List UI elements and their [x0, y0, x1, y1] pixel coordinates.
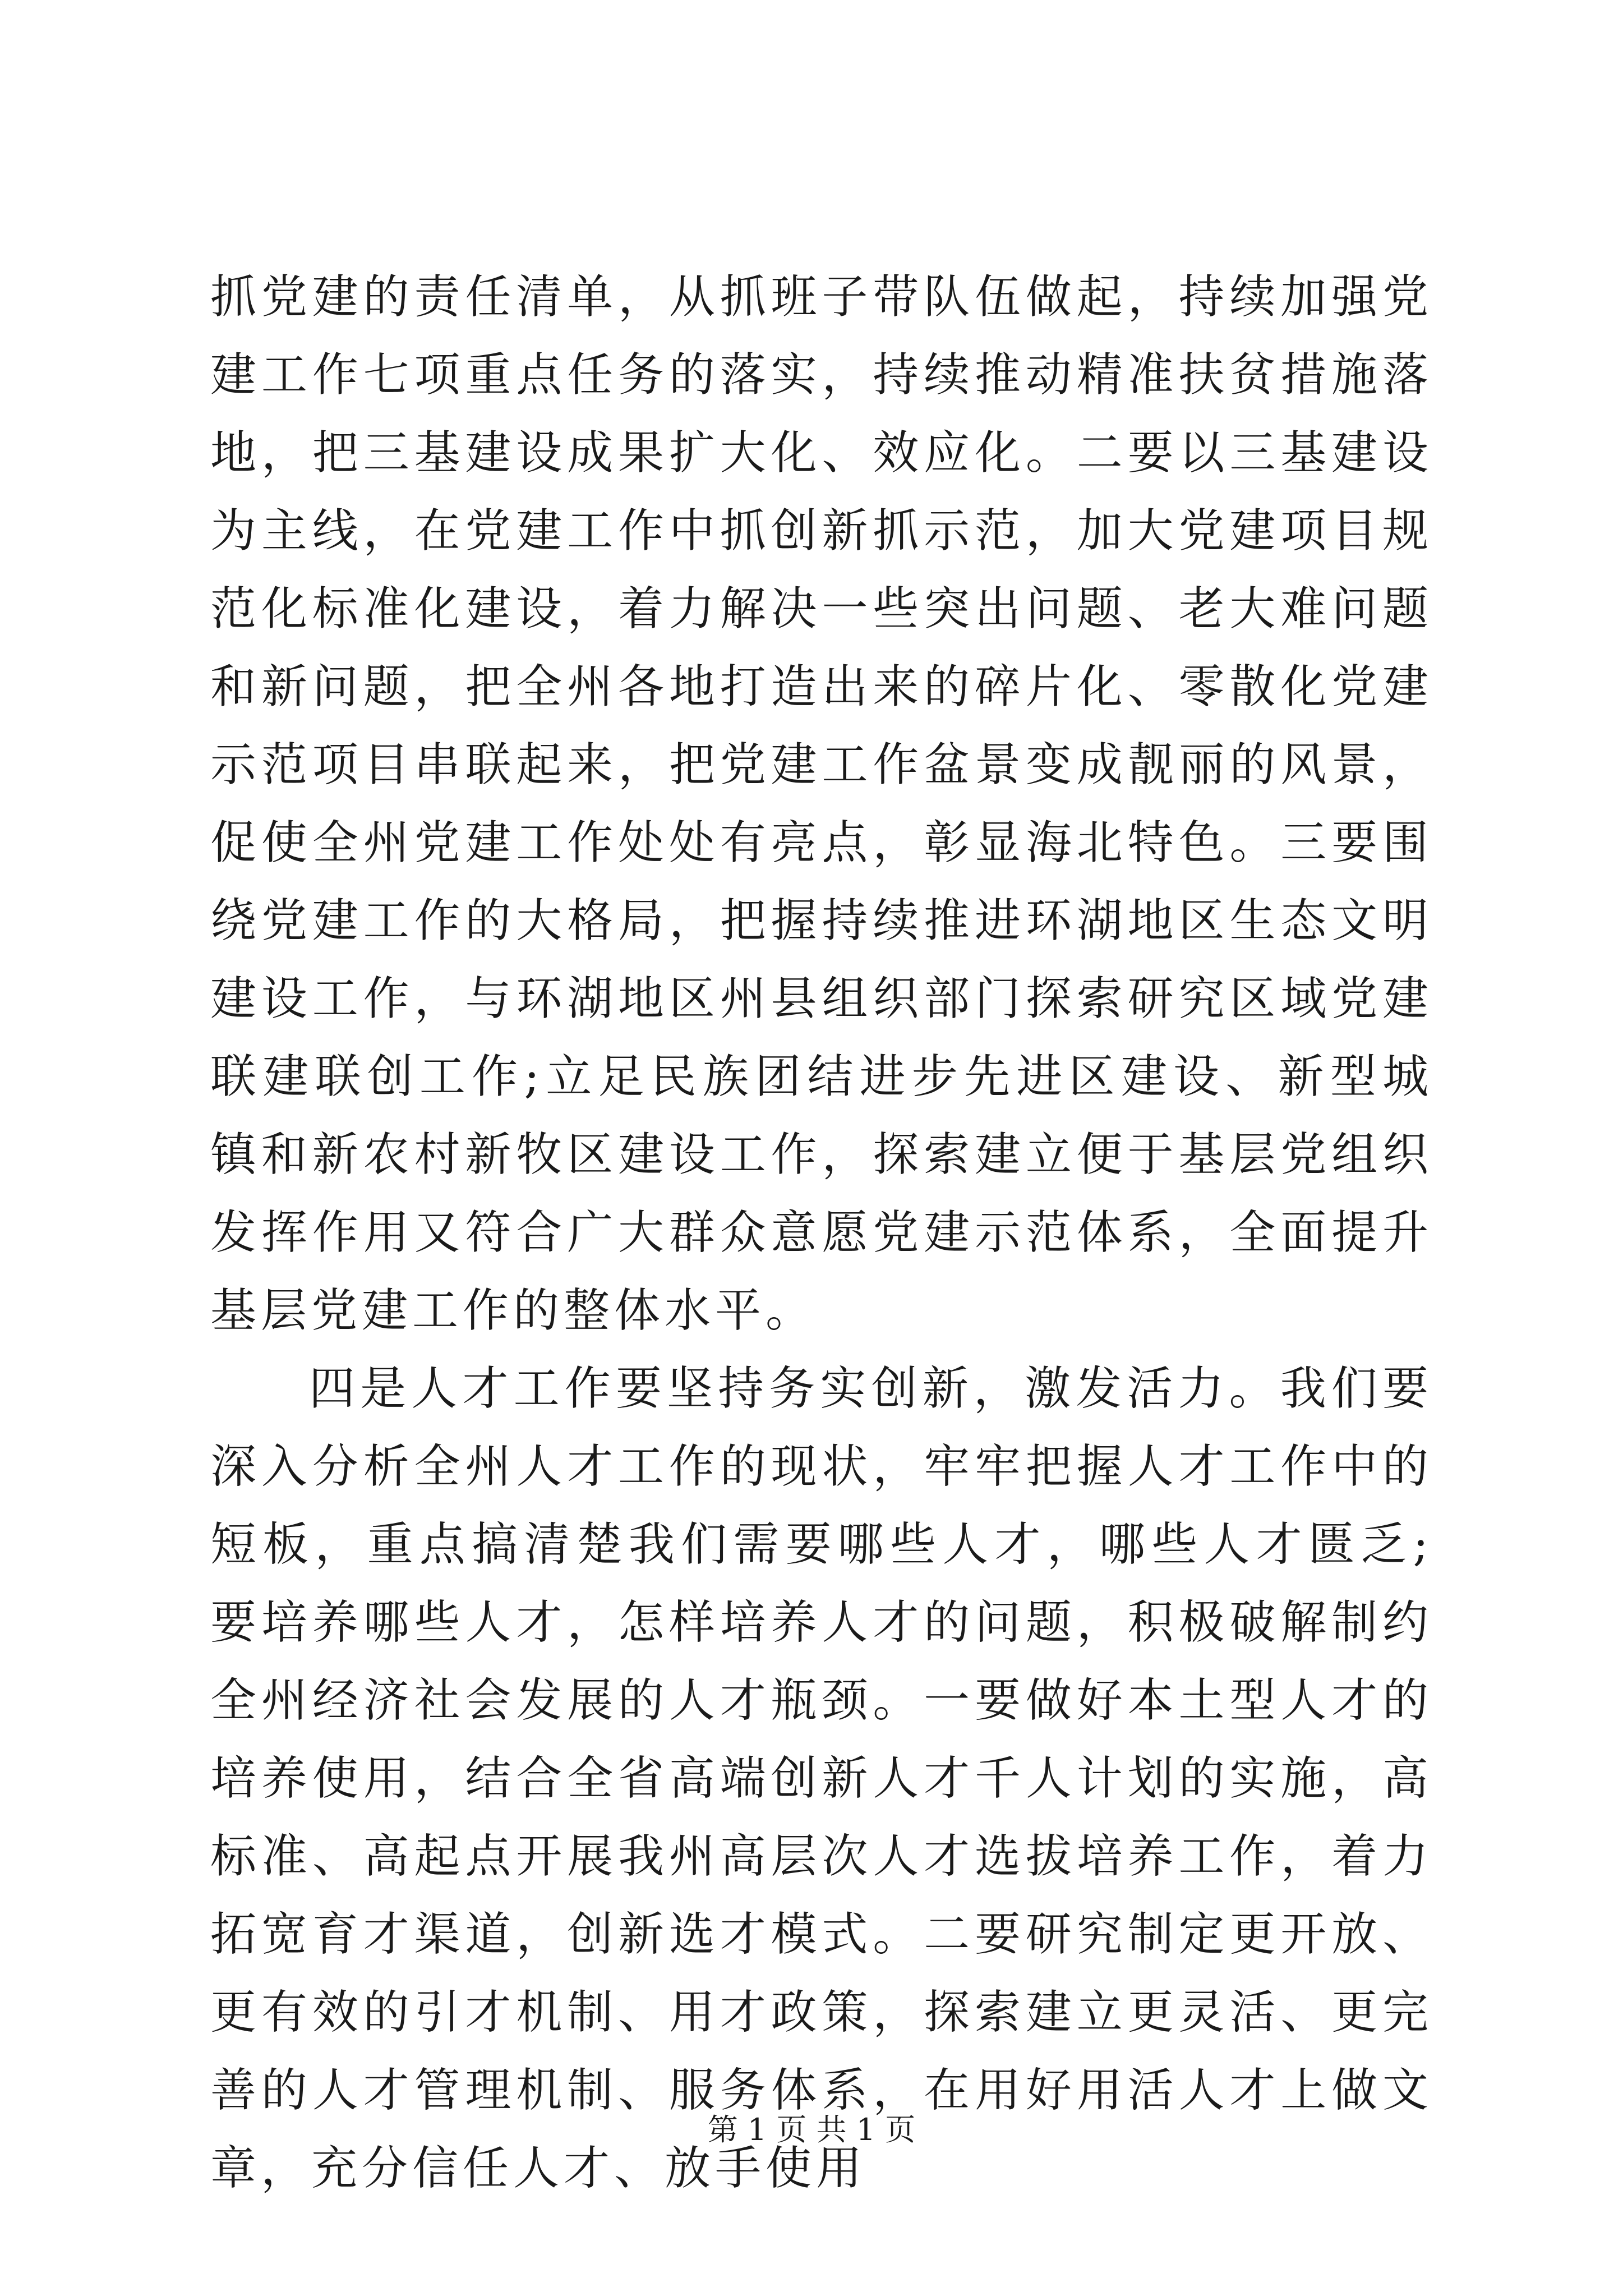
- page-footer: 第 1 页 共 1 页: [707, 2112, 916, 2147]
- document-body: [210, 258, 1433, 2207]
- paragraph: 抓党建的责任清单，从抓班子带队伍做起，持续加强党建工作七项重点任务的落实，持续推动精准扶贫措施落地，把三基建设成果扩大化、效应化。二要以三基建设为主线，在党建工作中抓创新抓示范，加大党建项目规范化标准化建设，着力解决一些突出问题、老大难问题和新问题，把全州各地打造出来的碎片化、零散化党建示范项目串联起来，把党建工作盆景变成靓丽的风景，促使全州党建工作处处有亮点，彰显海北特色。三要围绕党建工作的大格局，把握持续推进环湖地区生态文明建设工作，与环湖地区州县组织部门探索研究区域党建联建联创工作;立足民族团结进步先进区建设、新型城镇和新农村新牧区建设工作，探索建立便于基层党组织发挥作用又符合广大群众意愿党建示范体系，全面提升基层党建工作的整体水平。: [210, 270, 1433, 1337]
- paragraph: 四是人才工作要坚持务实创新，激发活力。我们要深入分析全州人才工作的现状，牢牢把握人才工作中的短板，重点搞清楚我们需要哪些人才，哪些人才匮乏;要培养哪些人才，怎样培养人才的问题，积极破解制约全州经济社会发展的人才瓶颈。一要做好本土型人才的培养使用，结合全省高端创新人才千人计划的实施，高标准、高起点开展我州高层次人才选拔培养工作，着力拓宽育才渠道，创新选才模式。二要研究制定更开放、更有效的引才机制、用才政策，探索建立更灵活、更完善的人才管理机制、服务体系，在用好用活人才上做文章，充分信任人才、放手使用: [210, 1362, 1433, 2195]
